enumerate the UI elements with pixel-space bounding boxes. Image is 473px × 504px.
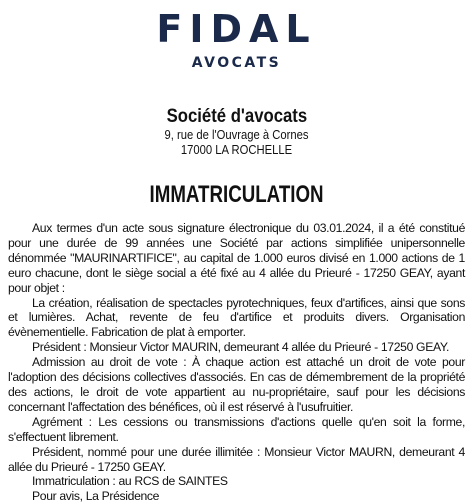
paragraph-voting: Admission au droit de vote : À chaque action est attaché un droit de vote pour l'adoption des décisions collectives d'associés. En cas de démembrement de la propriété des actions, le droit de vote appartient au nu-propriétaire, sauf pour les décisions concernant l'affectation des bénéfices, où il est réservé à l'usufruitier. (8, 355, 465, 414)
paragraph-registration: Immatriculation : au RCS de SAINTES (32, 474, 228, 489)
notice-heading-text: IMMATRICULATION (149, 181, 324, 208)
firm-address-line2: 17000 LA ROCHELLE (180, 143, 293, 157)
paragraph-president-appointed: Président, nommé pour une durée illimitée : Monsieur Victor MAURN, demeurant 4 allée du Prieuré - 17250 GEAY. (8, 444, 465, 474)
paragraph-president: Président : Monsieur Victor MAURIN, demeurant 4 allée du Prieuré - 17250 GEAY. (32, 340, 450, 355)
paragraph-constitution: Aux termes d'un acte sous signature électronique du 03.01.2024, il a été constitué pour une durée de 99 années une Société par actions simplifiée unipersonnelle dénommée "MAURINARTIFICE", au capital de 1.000 euros divisé en 1.000 actions de 1 euro chacune, dont le siège social a été fixé au 4 allée du Prieuré - 17250 GEAY, ayant pour objet : (8, 221, 465, 295)
logo-subtitle: AVOCATS (191, 55, 282, 71)
firm-block (0, 106, 473, 158)
notice-body (8, 221, 465, 504)
paragraph-signature: Pour avis, La Présidence (32, 489, 160, 504)
logo-wordmark: FIDAL (156, 7, 317, 51)
notice-heading (0, 181, 473, 209)
fidal-logo (0, 8, 473, 72)
paragraph-object: La création, réalisation de spectacles pyrotechniques, feux d'artifices, ainsi que sons et lumières. Achat, revente de feu d'artifice et produits divers. Organisation évènementielle. Fabrication de plat à emporter. (8, 295, 465, 340)
paragraph-approval: Agrément : Les cessions ou transmissions d'actions quelle qu'en soit la forme, s'effectuent librement. (8, 414, 465, 444)
firm-address-line1: 9, rue de l'Ouvrage à Cornes (164, 128, 309, 142)
firm-title: Société d'avocats (166, 106, 307, 127)
